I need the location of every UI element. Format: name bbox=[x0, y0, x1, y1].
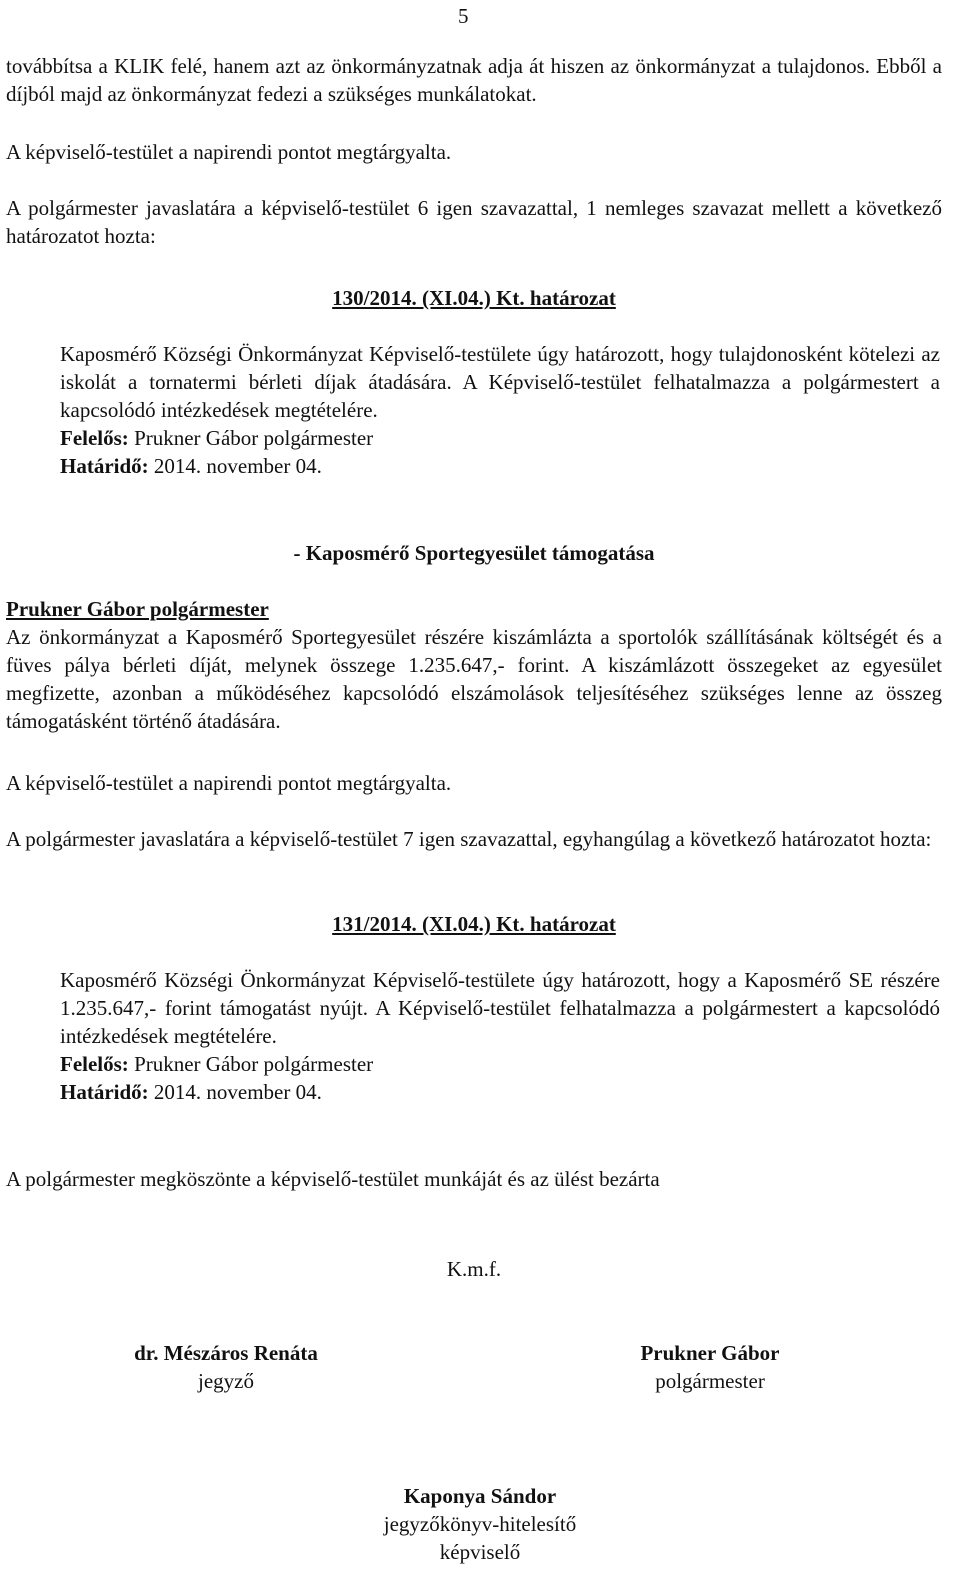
notary-role: jegyző bbox=[198, 1369, 254, 1393]
resolution-131-title: 131/2014. (XI.04.) Kt. határozat bbox=[332, 912, 616, 936]
agenda-item-text: Az önkormányzat a Kaposmérő Sportegyesület részére kiszámlázta a sportolók szállításának költségét és a füves pálya bérleti díját, melynek összege 1.235.647,- forint. A kiszámlázott összegeket az egyesület megfizette, azonban a működéséhez kapcsolódó elszámolások teljesítéséhez szükséges lenne az összeg támogatásként történő átadására. bbox=[6, 625, 942, 733]
resolution-130-block bbox=[60, 340, 940, 480]
continuation-paragraph: továbbítsa a KLIK felé, hanem azt az önkormányzatnak adja át hiszen az önkormányzat a tulajdonos. Ebből a díjból majd az önkormányzat fedezi a szükséges munkálatokat. bbox=[6, 54, 942, 106]
deadline-value: 2014. november 04. bbox=[148, 1080, 322, 1104]
agenda-item-speaker: Prukner Gábor polgármester bbox=[6, 597, 269, 621]
notary-signature bbox=[86, 1339, 366, 1395]
agenda-item-title: - Kaposmérő Sportegyesület támogatása bbox=[293, 541, 655, 565]
resolution-131-body: Kaposmérő Községi Önkormányzat Képviselő-testülete úgy határozott, hogy a Kaposmérő SE részére 1.235.647,- forint támogatást nyújt. A Képviselő-testület felhatalmazza a polgármestert a kapcsolódó intézkedések megtételére. bbox=[60, 968, 940, 1048]
discussed-statement-2: A képviselő-testület a napirendi pontot megtárgyalta. bbox=[6, 771, 452, 795]
notary-name: dr. Mészáros Renáta bbox=[134, 1341, 318, 1365]
responsible-label: Felelős: bbox=[60, 426, 129, 450]
page-number: 5 bbox=[458, 4, 469, 28]
resolution-131-responsible bbox=[60, 1050, 940, 1078]
mayor-signature bbox=[580, 1339, 840, 1395]
resolution-131-deadline bbox=[60, 1078, 940, 1106]
closing-statement: A polgármester megköszönte a képviselő-testület munkáját és az ülést bezárta bbox=[6, 1167, 660, 1191]
authenticator-role-2: képviselő bbox=[439, 1540, 521, 1564]
kmf-label: K.m.f. bbox=[446, 1257, 502, 1281]
deadline-label: Határidő: bbox=[60, 454, 149, 478]
resolution-130-title: 130/2014. (XI.04.) Kt. határozat bbox=[332, 286, 616, 310]
resolution-131-block bbox=[60, 966, 940, 1106]
deadline-value: 2014. november 04. bbox=[148, 454, 322, 478]
authenticator-role-1: jegyzőkönyv-hitelesítő bbox=[383, 1512, 577, 1536]
responsible-value: Prukner Gábor polgármester bbox=[128, 426, 374, 450]
deadline-label: Határidő: bbox=[60, 1080, 149, 1104]
vote-statement-2: A polgármester javaslatára a képviselő-testület 7 igen szavazattal, egyhangúlag a következő határozatot hozta: bbox=[6, 827, 932, 851]
authenticator-name: Kaponya Sándor bbox=[403, 1484, 557, 1508]
mayor-role: polgármester bbox=[655, 1369, 765, 1393]
discussed-statement-1: A képviselő-testület a napirendi pontot megtárgyalta. bbox=[6, 140, 452, 164]
authenticator-signature bbox=[330, 1482, 630, 1566]
mayor-name: Prukner Gábor bbox=[640, 1341, 780, 1365]
resolution-130-body: Kaposmérő Községi Önkormányzat Képviselő-testülete úgy határozott, hogy tulajdonosként kötelezi az iskolát a tornatermi bérleti díjak átadására. A Képviselő-testület felhatalmazza a polgármestert a kapcsolódó intézkedések megtételére. bbox=[60, 342, 940, 422]
responsible-value: Prukner Gábor polgármester bbox=[128, 1052, 374, 1076]
resolution-130-responsible bbox=[60, 424, 940, 452]
vote-statement-1: A polgármester javaslatára a képviselő-testület 6 igen szavazattal, 1 nemleges szavazat mellett a következő határozatot hozta: bbox=[6, 196, 942, 248]
resolution-130-deadline bbox=[60, 452, 940, 480]
responsible-label: Felelős: bbox=[60, 1052, 129, 1076]
